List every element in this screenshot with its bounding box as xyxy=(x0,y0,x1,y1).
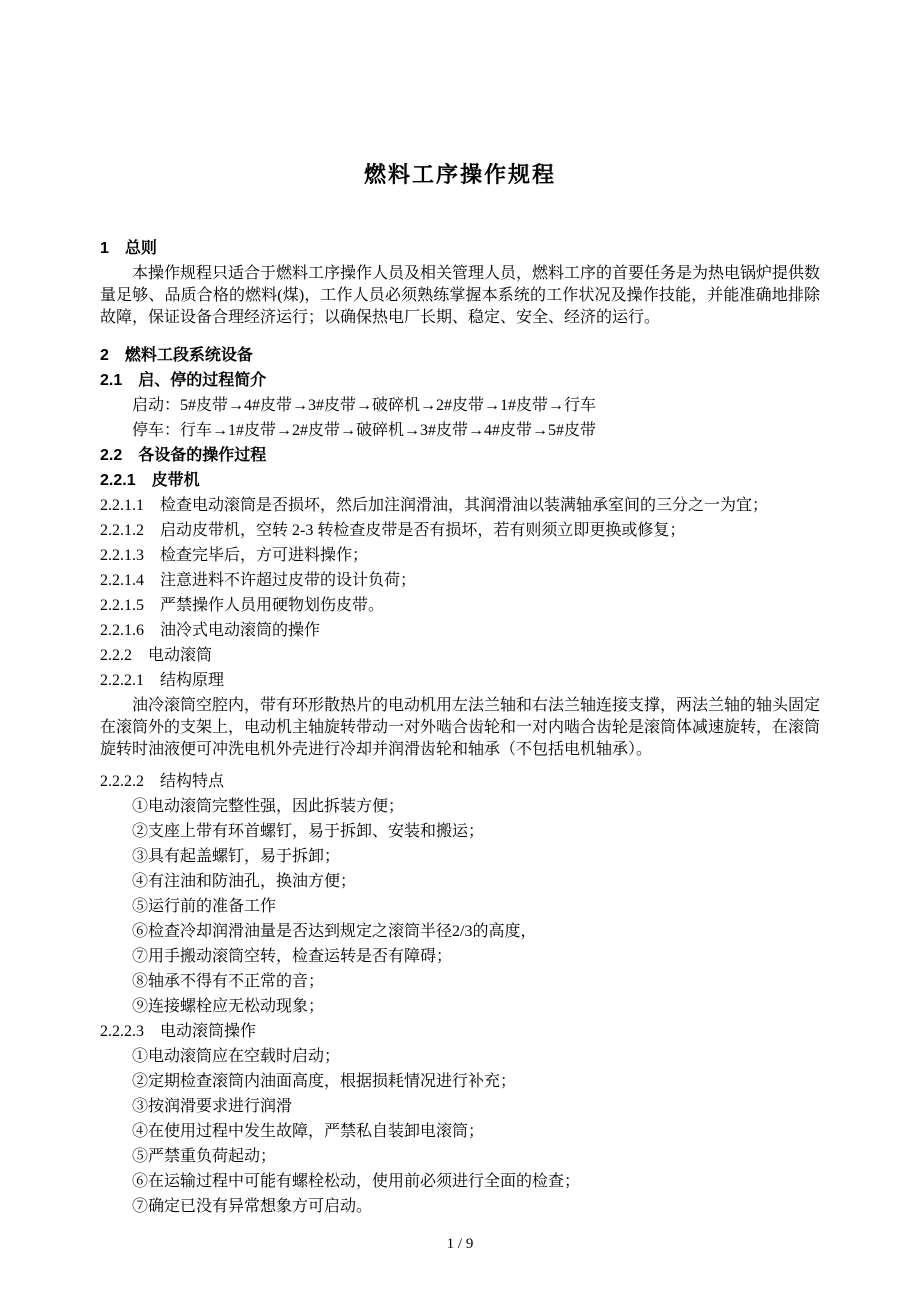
doc-title: 燃料工序操作规程 xyxy=(363,162,556,187)
operation-item-5: ⑤严禁重负荷起动； xyxy=(132,1148,277,1165)
heading-2-system-equipment: 2 燃料工段系统设备 xyxy=(100,347,253,364)
belt-item-4: 2.2.1.4 注意进料不许超过皮带的设计负荷； xyxy=(100,572,417,589)
operation-item-3: ③按润滑要求进行润滑 xyxy=(132,1098,293,1115)
operation-item-6: ⑥在运输过程中可能有螺栓松动，使用前必须进行全面的检查； xyxy=(132,1173,581,1190)
heading-2-2-operations: 2.2 各设备的操作过程 xyxy=(100,447,267,464)
stop-sequence-line: 停车：行车→1#皮带→2#皮带→破碎机→3#皮带→4#皮带→5#皮带 xyxy=(132,422,597,439)
heading-2-2-2-electric-drum: 2.2.2 电动滚筒 xyxy=(100,647,213,664)
page-number: 1 / 9 xyxy=(446,1236,474,1252)
operation-item-7: ⑦确定已没有异常想象方可启动。 xyxy=(132,1198,373,1215)
paragraph-structure-principle: 油冷滚筒空腔内，带有环形散热片的电动机用左法兰轴和右法兰轴连接支撑，两法兰轴的轴头固定在滚筒外的支架上，电动机主轴旋转带动一对外啮合齿轮和一对内啮合齿轮是滚筒体减速旋转，在滚筒旋转时油液便可冲洗电机外壳进行冷却并润滑齿轮和轴承（不包括电机轴承）。 xyxy=(100,697,821,758)
heading-2-2-2-2-structure-features: 2.2.2.2 结构特点 xyxy=(100,773,225,790)
feature-item-4: ④有注油和防油孔，换油方便； xyxy=(132,873,357,890)
operation-item-1: ①电动滚筒应在空载时启动； xyxy=(132,1048,341,1065)
heading-2-2-1-belt-machine: 2.2.1 皮带机 xyxy=(100,472,200,489)
belt-item-1: 2.2.1.1 检查电动滚筒是否损坏，然后加注润滑油，其润滑油以装满轴承室间的三分之一为宜； xyxy=(100,497,769,514)
heading-2-2-2-1-structure-principle: 2.2.2.1 结构原理 xyxy=(100,672,225,689)
feature-item-5: ⑤运行前的准备工作 xyxy=(132,898,277,915)
belt-item-6: 2.2.1.6 油冷式电动滚筒的操作 xyxy=(100,622,321,639)
feature-item-9: ⑨连接螺栓应无松动现象； xyxy=(132,998,325,1015)
belt-item-5: 2.2.1.5 严禁操作人员用硬物划伤皮带。 xyxy=(100,597,385,614)
heading-2-1-start-stop: 2.1 启、停的过程简介 xyxy=(100,372,267,389)
operation-item-4: ④在使用过程中发生故障，严禁私自装卸电滚筒； xyxy=(132,1123,485,1140)
feature-item-8: ⑧轴承不得有不正常的音； xyxy=(132,973,325,990)
heading-2-2-2-3-drum-operation: 2.2.2.3 电动滚筒操作 xyxy=(100,1023,257,1040)
belt-item-2: 2.2.1.2 启动皮带机，空转 2-3 转检查皮带是否有损坏，若有则须立即更换或修复； xyxy=(100,522,686,539)
operation-item-2: ②定期检查滚筒内油面高度，根据损耗情况进行补充； xyxy=(132,1073,517,1090)
feature-item-6: ⑥检查冷却润滑油量是否达到规定之滚筒半径2/3的高度， xyxy=(132,923,537,940)
belt-item-3: 2.2.1.3 检查完毕后，方可进料操作； xyxy=(100,547,369,564)
heading-1-general: 1 总则 xyxy=(100,240,157,257)
feature-item-7: ⑦用手搬动滚筒空转，检查运转是否有障碍； xyxy=(132,948,453,965)
feature-item-3: ③具有起盖螺钉，易于拆卸； xyxy=(132,848,341,865)
feature-item-2: ②支座上带有环首螺钉，易于拆卸、安装和搬运； xyxy=(132,823,485,840)
page-footer xyxy=(0,1234,920,1254)
feature-item-1: ①电动滚筒完整性强，因此拆装方便； xyxy=(132,798,405,815)
start-sequence-line: 启动：5#皮带→4#皮带→3#皮带→破碎机→2#皮带→1#皮带→行车 xyxy=(132,397,597,414)
paragraph-general: 本操作规程只适合于燃料工序操作人员及相关管理人员，燃料工序的首要任务是为热电锅炉提供数量足够、品质合格的燃料(煤)，工作人员必须熟练掌握本系统的工作状况及操作技能，并能准确地排除故障，保证设备合理经济运行；以确保热电厂长期、稳定、安全、经济的运行。 xyxy=(100,265,821,326)
